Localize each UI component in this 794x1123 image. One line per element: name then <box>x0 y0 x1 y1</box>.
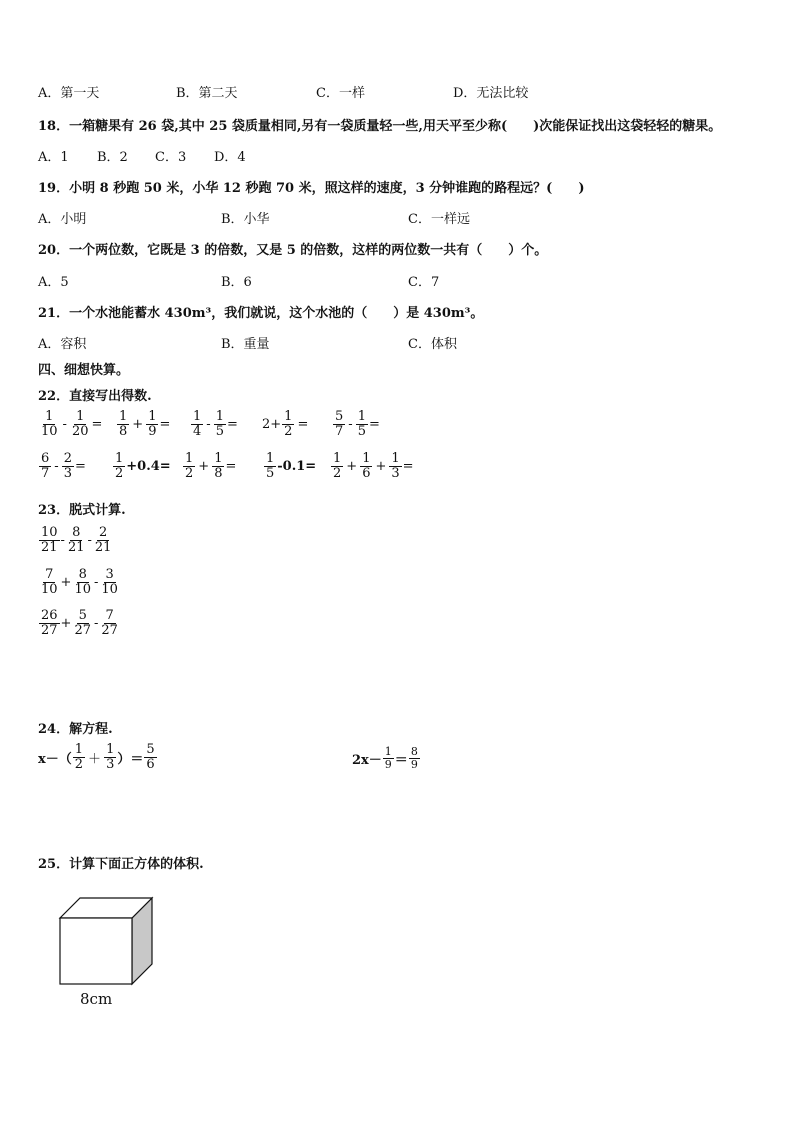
q17-option-a: A．第一天 <box>38 86 100 101</box>
q18-option-c: C．3 <box>155 150 187 165</box>
q20-option-b: B．6 <box>221 275 252 290</box>
q19-text: 19．小明 8 秒跑 50 米，小华 12 秒跑 70 米，照这样的速度，3 分钟谁跑的路程远？( ) <box>38 181 585 196</box>
q25-title: 25．计算下面正方体的体积. <box>38 857 204 872</box>
q17-option-d: D．无法比较 <box>453 86 529 101</box>
q18-option-a: A．1 <box>38 150 69 165</box>
q22-expr-10: $\frac{1}{2}$ + $\frac{1}{6}$ + $\frac{1}{3}$ = <box>333 451 414 481</box>
q23-expr-1: $\frac{10}{21}$ - $\frac{8}{21}$ - $\frac{2}{21}$ <box>41 525 112 555</box>
q24-equation-1: x－（ $\frac{1}{2}$ ＋ $\frac{1}{3}$ ）＝ $\frac{5}{6}$ <box>38 742 155 772</box>
q22-expr-5: $\frac{5}{7}$ - $\frac{1}{5}$ = <box>335 409 380 439</box>
q23-title: 23．脱式计算. <box>38 503 126 518</box>
q20-option-c: C．7 <box>408 275 440 290</box>
q17-option-b: B．第二天 <box>176 86 238 101</box>
q23-expr-2: $\frac{7}{10}$ + $\frac{8}{10}$ - $\frac{3}{10}$ <box>41 567 118 597</box>
q21-text: 21．一个水池能蓄水 430m³，我们就说，这个水池的（ ）是 430m³。 <box>38 306 484 321</box>
q21-option-a: A．容积 <box>38 337 87 352</box>
cube-front-face <box>60 918 132 984</box>
q19-option-b: B．小华 <box>221 212 270 227</box>
q21-option-c: C．体积 <box>408 337 457 352</box>
q22-expr-6: $\frac{6}{7}$ - $\frac{2}{3}$ = <box>41 451 86 481</box>
q22-expr-9: $\frac{1}{5}$ -0.1= <box>266 451 317 481</box>
q18-text: 18．一箱糖果有 26 袋,其中 25 袋质量相同,另有一袋质量轻一些,用天平至少称( )次能保证找出这袋轻轻的糖果。 <box>38 119 722 134</box>
q24-title: 24．解方程. <box>38 722 113 737</box>
q22-expr-7: $\frac{1}{2}$ +0.4= <box>115 451 171 481</box>
q17-option-c: C．一样 <box>316 86 365 101</box>
q22-expr-1: $\frac{1}{10}$ - $\frac{1}{20}$ = <box>41 409 103 439</box>
q18-option-b: B．2 <box>97 150 128 165</box>
q20-option-a: A．5 <box>38 275 69 290</box>
section-heading: 四、细想快算。 <box>38 363 130 378</box>
q24-equation-2: 2x－ $\frac{1}{9}$ ＝ $\frac{8}{9}$ <box>352 745 418 771</box>
q18-option-d: D．4 <box>214 150 246 165</box>
q23-expr-3: $\frac{26}{27}$ + $\frac{5}{27}$ - $\frac{7}{27}$ <box>41 608 118 638</box>
q22-expr-4: 2+ $\frac{1}{2}$ = <box>262 409 309 439</box>
q19-option-c: C．一样远 <box>408 212 470 227</box>
q20-text: 20．一个两位数，它既是 3 的倍数，又是 5 的倍数，这样的两位数一共有（ ）个。 <box>38 243 548 258</box>
q22-expr-8: $\frac{1}{2}$ + $\frac{1}{8}$ = <box>185 451 237 481</box>
cube-diagram <box>56 894 156 988</box>
q22-expr-2: $\frac{1}{8}$ + $\frac{1}{9}$ = <box>119 409 171 439</box>
q19-option-a: A．小明 <box>38 212 87 227</box>
q22-title: 22．直接写出得数. <box>38 389 152 404</box>
q21-option-b: B．重量 <box>221 337 270 352</box>
q22-expr-3: $\frac{1}{4}$ - $\frac{1}{5}$ = <box>193 409 238 439</box>
cube-edge-label: 8cm <box>80 990 113 1008</box>
